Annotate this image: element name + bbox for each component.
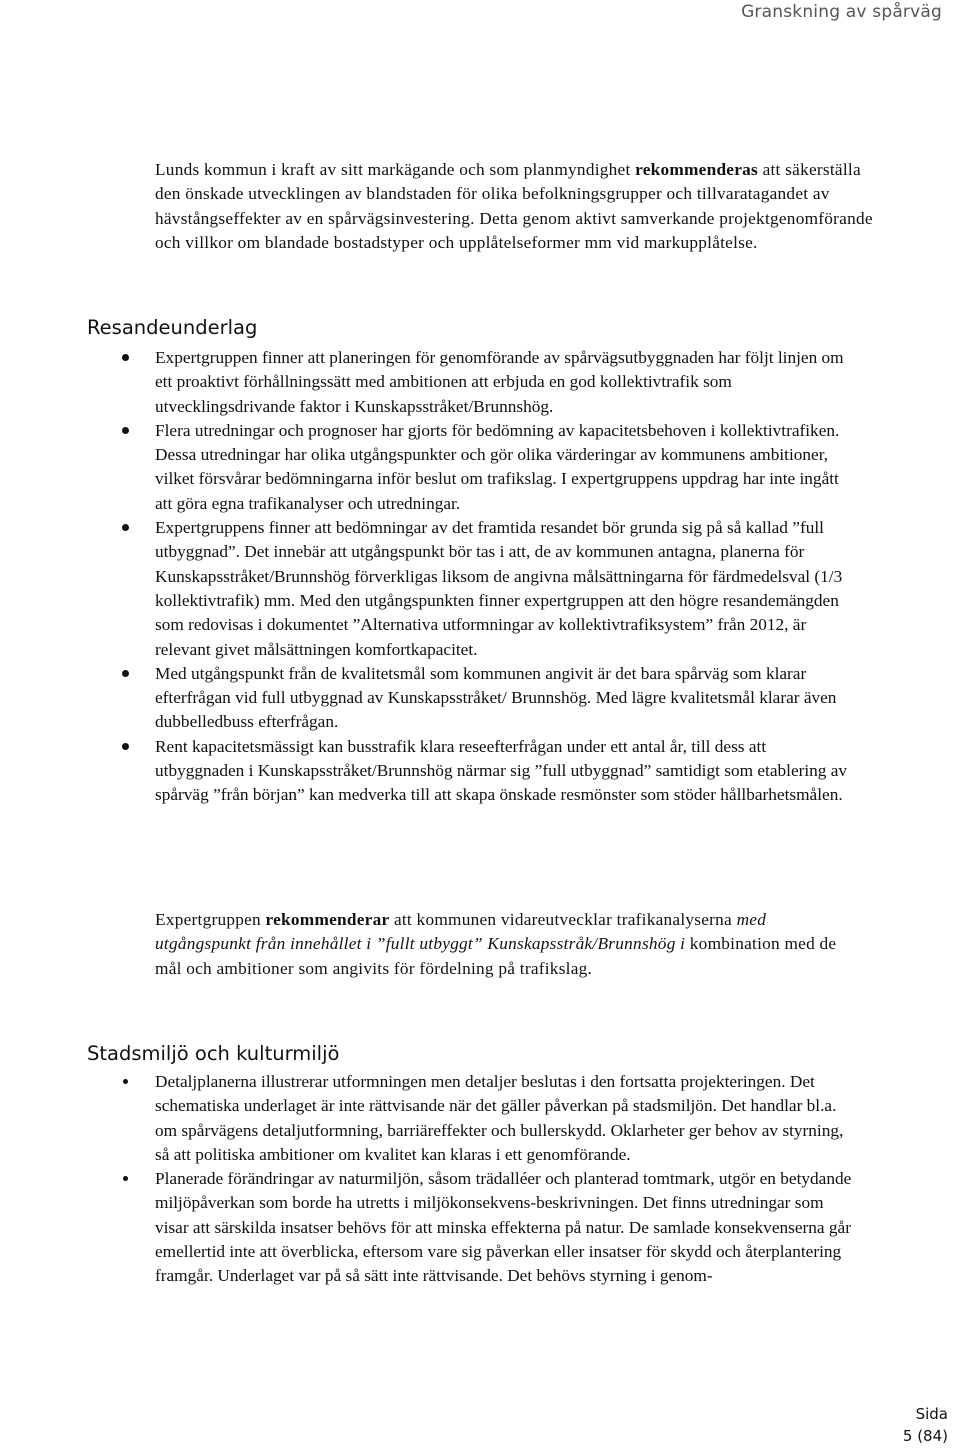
list-item — [155, 346, 855, 419]
page-footer — [903, 1403, 948, 1447]
list-item-text: Med utgångspunkt från de kvalitetsmål som kommunen angivit är det bara spårväg som klarar efterfrågan vid full utbyggnad av Kunskapsstråket/ Brunnshög. Med lägre kvalitetsmål klarar även dubbelledbuss efterfrågan. — [155, 663, 837, 732]
intro-text-1: Lunds kommun i kraft av sitt markägande och som planmyndighet — [155, 160, 636, 179]
list-item-text: Planerade förändringar av naturmiljön, såsom trädalléer och planterad tomtmark, utgör en betydande miljöpåverkan som borde ha utretts i miljökonsekvens-beskrivningen. Det finns utredningar som visar att särskilda insatser behövs för att minska effekterna på natur. De samlade konsekvenserna går emellertid inte att överblicka, eftersom vare sig påverkan eller insatser för skydd och återplantering framgår. Underlaget var på så sätt inte rättvisande. Det behövs styrning i genom- — [155, 1169, 852, 1286]
list-item-text: Detaljplanerna illustrerar utformningen men detaljer beslutas i den fortsatta projekteringen. Det schematiska underlaget är inte rättvisande när det gäller påverkan på stadsmiljön. Det handlar bl.a. om spårvägens detaljutformning, barriäreffekter och bullerskydd. Oklarheter ger behov av styrning, så att politiska ambitioner om kvalitet kan klaras i ett genomförande. — [155, 1072, 844, 1164]
running-header: Granskning av spårväg — [741, 2, 942, 22]
list-item — [155, 1167, 855, 1288]
list-item — [155, 662, 855, 735]
reco-text-1: Expertgruppen — [155, 910, 266, 929]
list-item-text: Rent kapacitetsmässigt kan busstrafik klara reseefterfrågan under ett antal år, till dess att utbyggnaden i Kunskapsstråket/Brunnshög närmar sig ”full utbyggnad” samtidigt som etablering av spårväg ”från början” kan medverka till att skapa önskade resmönster som stöder hållbarhetsmålen. — [155, 736, 848, 805]
list-item-text: Expertgruppens finner att bedömningar av det framtida resandet bör grunda sig på så kallad ”full utbyggnad”. Det innebär att utgångspunkt bör tas i att, de av kommunen antagna, planerna för Kunskapsstråket/Brunnshög förverkligas liksom de angivna målsättningarna för färdmedelsval (1/3 kollektivtrafik) mm. Med den utgångspunkten finner expertgruppen att den högre resandemängden som redovisas i dokumentet ”Alternativa utformningar av kollektivtrafiksystem” från 2012, är relevant givet målsättningen komfortkapacitet. — [155, 518, 843, 659]
stadsmiljo-list — [155, 1070, 855, 1289]
list-item-text: Flera utredningar och prognoser har gjorts för bedömning av kapacitetsbehoven i kollektivtrafiken. Dessa utredningar har olika utgångspunkter och gör olika värderingar av kommunens ambitioner, vilket försvårar bedömningarna inför beslut om trafikslag. I expertgruppens uppdrag har inte ingått att göra egna trafikanalyser och utredningar. — [155, 420, 840, 513]
recommendation-paragraph — [155, 908, 855, 981]
intro-text-2: att säkerställa den önskade utvecklingen av blandstaden för olika befolkningsgrupper och tillvaratagandet av hävstångseffekter av en spårvägsinvestering. Detta genom aktivt samverkande projektgenomförande och villkor om blandade bostadstyper och upplåtelseformer mm vid markupplåtelse. — [155, 160, 873, 252]
reco-italic: med utgångspunkt från innehållet i ”fullt utbyggt” Kunskapsstråk/Brunnshög i — [155, 910, 767, 954]
list-item — [155, 735, 855, 808]
list-item — [155, 516, 855, 662]
list-item — [155, 1070, 855, 1167]
heading-stadsmiljo: Stadsmiljö och kulturmiljö — [87, 1042, 340, 1065]
list-item — [155, 419, 855, 516]
reco-text-3: kombination med de mål och ambitioner som angivits för fördelning på trafikslag. — [155, 934, 837, 978]
heading-resandeunderlag: Resandeunderlag — [87, 316, 258, 339]
list-item-text: Expertgruppen finner att planeringen för genomförande av spårvägsutbyggnaden har följt linjen om ett proaktivt förhållningssätt med ambitionen att erbjuda en god kollektivtrafik som utvecklingsdrivande faktor i Kunskapsstråket/Brunnshög. — [155, 348, 844, 416]
reco-text-2: att kommunen vidareutvecklar trafikanalyserna — [389, 910, 737, 929]
resande-list — [155, 346, 855, 808]
footer-label: Sida — [915, 1405, 948, 1423]
intro-bold: rekommenderas — [635, 160, 759, 179]
reco-bold: rekommenderar — [265, 910, 390, 929]
intro-paragraph — [155, 158, 875, 255]
page-number: 5 (84) — [902, 1427, 948, 1445]
